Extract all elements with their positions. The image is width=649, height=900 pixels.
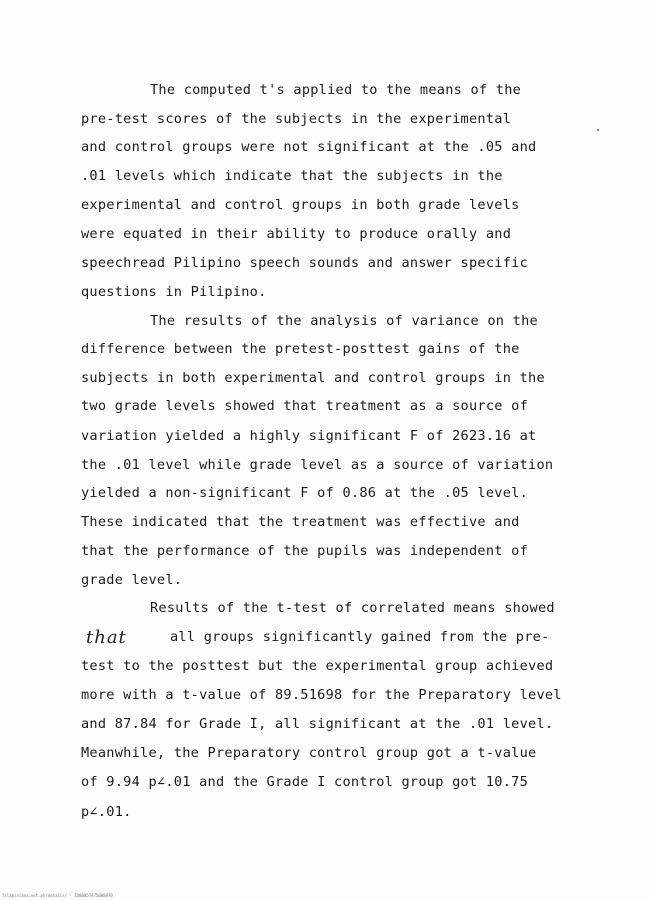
paragraph-1-line-7: speechread Pilipino speech sounds and answer specific [81, 255, 529, 271]
paper-speck [597, 129, 599, 131]
paragraph-3-line-4: more with a t-value of 89.51698 for the Preparatory level [81, 687, 562, 703]
paragraph-3-line-2: all groups significantly gained from the pre- [170, 629, 550, 645]
paragraph-1-line-4: .01 levels which indicate that the subjects in the [81, 168, 503, 184]
paragraph-2-line-5: variation yielded a highly significant F of 2623.16 at [81, 428, 537, 444]
paragraph-2-line-7: yielded a non-significant F of 0.86 at the .05 level. [81, 485, 529, 501]
paragraph-1-line-6: were equated in their ability to produce orally and [81, 226, 512, 242]
paragraph-2-line-3: subjects in both experimental and control groups in the [81, 370, 545, 386]
paragraph-1-line-2: pre-test scores of the subjects in the experimental [81, 111, 512, 127]
paragraph-1-line-8: questions in Pilipino. [81, 284, 267, 300]
paragraph-2-line-6: the .01 level while grade level as a source of variation [81, 457, 554, 473]
digitization-footer: filipiniana.net.ph/details/ · ID00057475000070 [2, 893, 113, 898]
paragraph-2-line-10: grade level. [81, 572, 183, 588]
paragraph-3-line-7: of 9.94 p∠.01 and the Grade I control group got 10.75 [81, 774, 529, 790]
paragraph-1-line-1: The computed t's applied to the means of the [150, 82, 522, 98]
paragraph-2-line-8: These indicated that the treatment was effective and [81, 514, 520, 530]
paragraph-2-line-1: The results of the analysis of variance on the [150, 313, 538, 329]
paragraph-1-line-5: experimental and control groups in both grade levels [81, 197, 520, 213]
paragraph-3-line-6: Meanwhile, the Preparatory control group got a t-value [81, 745, 537, 761]
paragraph-2-line-9: that the performance of the pupils was independent of [81, 543, 529, 559]
paragraph-3-line-1: Results of the t-test of correlated means showed [150, 600, 555, 616]
paragraph-3-line-5: and 87.84 for Grade I, all significant at the .01 level. [81, 716, 554, 732]
paragraph-2-line-2: difference between the pretest-posttest gains of the [81, 341, 520, 357]
paragraph-2-line-4: two grade levels showed that treatment as a source of [81, 398, 529, 414]
paragraph-1-line-3: and control groups were not significant at the .05 and [81, 139, 537, 155]
handwritten-insertion: that [86, 627, 127, 648]
paragraph-3-line-8: p∠.01. [81, 804, 132, 820]
paragraph-3-line-3: test to the posttest but the experimental group achieved [81, 658, 554, 674]
